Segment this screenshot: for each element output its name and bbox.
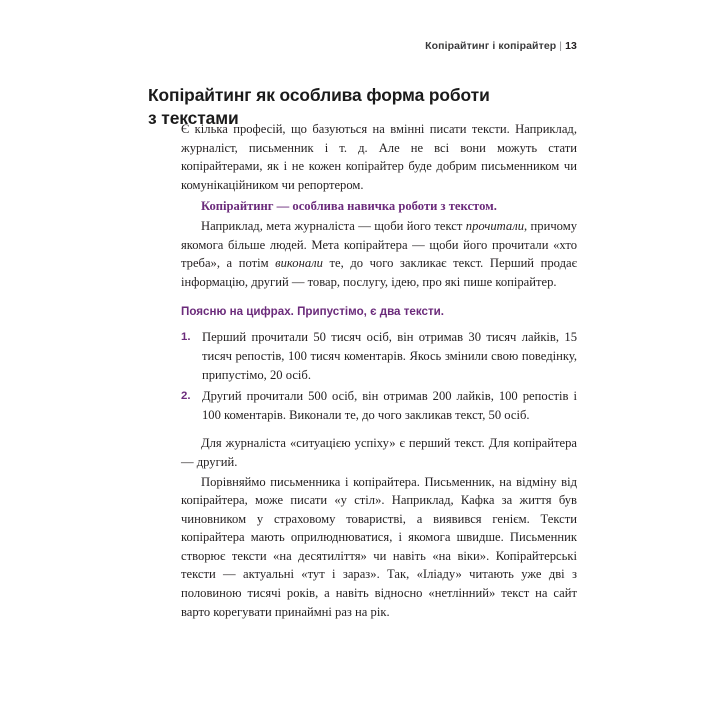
- running-head-title: Копірайтинг і копірайтер: [425, 40, 557, 52]
- paragraph-goals-part3: те, до чого закликає текст. Перший продає інформацію, другий — товар, послугу, ідею, про які пише копірайтер.: [181, 256, 577, 289]
- list-item-text: Перший прочитали 50 тисяч осіб, він отримав 30 тисяч лайків, 15 тисяч репостів, 100 тисяч коментарів. Якось змінили свою поведінку, припустімо, 20 осіб.: [202, 330, 577, 382]
- list-item-number: 2.: [181, 390, 191, 403]
- numbered-list: [181, 328, 577, 424]
- list-item-text: Другий прочитали 500 осіб, він отримав 200 лайків, 100 репостів і 100 коментарів. Виконали те, до чого закликав текст, 50 осіб.: [202, 389, 577, 422]
- emphasis-vykonaly: виконали: [275, 256, 323, 271]
- list-item: [181, 387, 577, 424]
- paragraph-intro: Є кілька професій, що базуються на вмінні писати тексти. Наприклад, журналіст, письменник і т. д. Але не всі вони можуть стати копірайтерами, як і не кожен копірайтер буде добрим письменником чи комунікаційником чи репортером.: [181, 122, 577, 192]
- paragraph-goals: [181, 217, 577, 291]
- text-column: [181, 120, 577, 621]
- page-number: 13: [565, 40, 577, 52]
- running-head: [148, 40, 577, 52]
- paragraph-success-situation: Для журналіста «ситуацією успіху» є перший текст. Для копірайтера — другий.: [181, 436, 577, 469]
- paragraph-goals-part2: , причому якомога більше людей. Мета копірайтера — щоби його прочитали «хто треба», а потім: [181, 218, 577, 271]
- emphasis-prochytaly: прочитали: [465, 218, 524, 233]
- chapter-title-line-1: Копірайтинг як особлива форма роботи: [148, 84, 490, 105]
- chapter-title-line-2: з текстами: [148, 107, 239, 128]
- paragraph-goals-part1: Наприклад, мета журналіста — щоби його текст: [201, 218, 466, 233]
- list-item: [181, 328, 577, 384]
- paragraph-writer-comparison: Порівняймо письменника і копірайтера. Письменник, на відміну від копірайтера, може писати «у стіл». Наприклад, Кафка за життя був чиновником у страховому товаристві, а виявився генієм. Тексти копірайтера мають оприлюднюватися, і якомога швидше. Письменник створює тексти «на десятиліття» чи навіть «на віки». Копірайтерські тексти — актуальні «тут і зараз». Так, «Іліаду» читають уже дві з половиною тисячі років, а навіть відносно «нетлінний» текст на сайт варто корегувати принаймні раз на рік.: [181, 474, 577, 619]
- list-item-number: 1.: [181, 331, 191, 344]
- callout-numbers-intro: Поясню на цифрах. Припустімо, є два тексти.: [181, 305, 444, 319]
- running-head-separator: |: [559, 40, 563, 52]
- callout-definition: Копірайтинг — особлива навичка роботи з текстом.: [201, 199, 497, 214]
